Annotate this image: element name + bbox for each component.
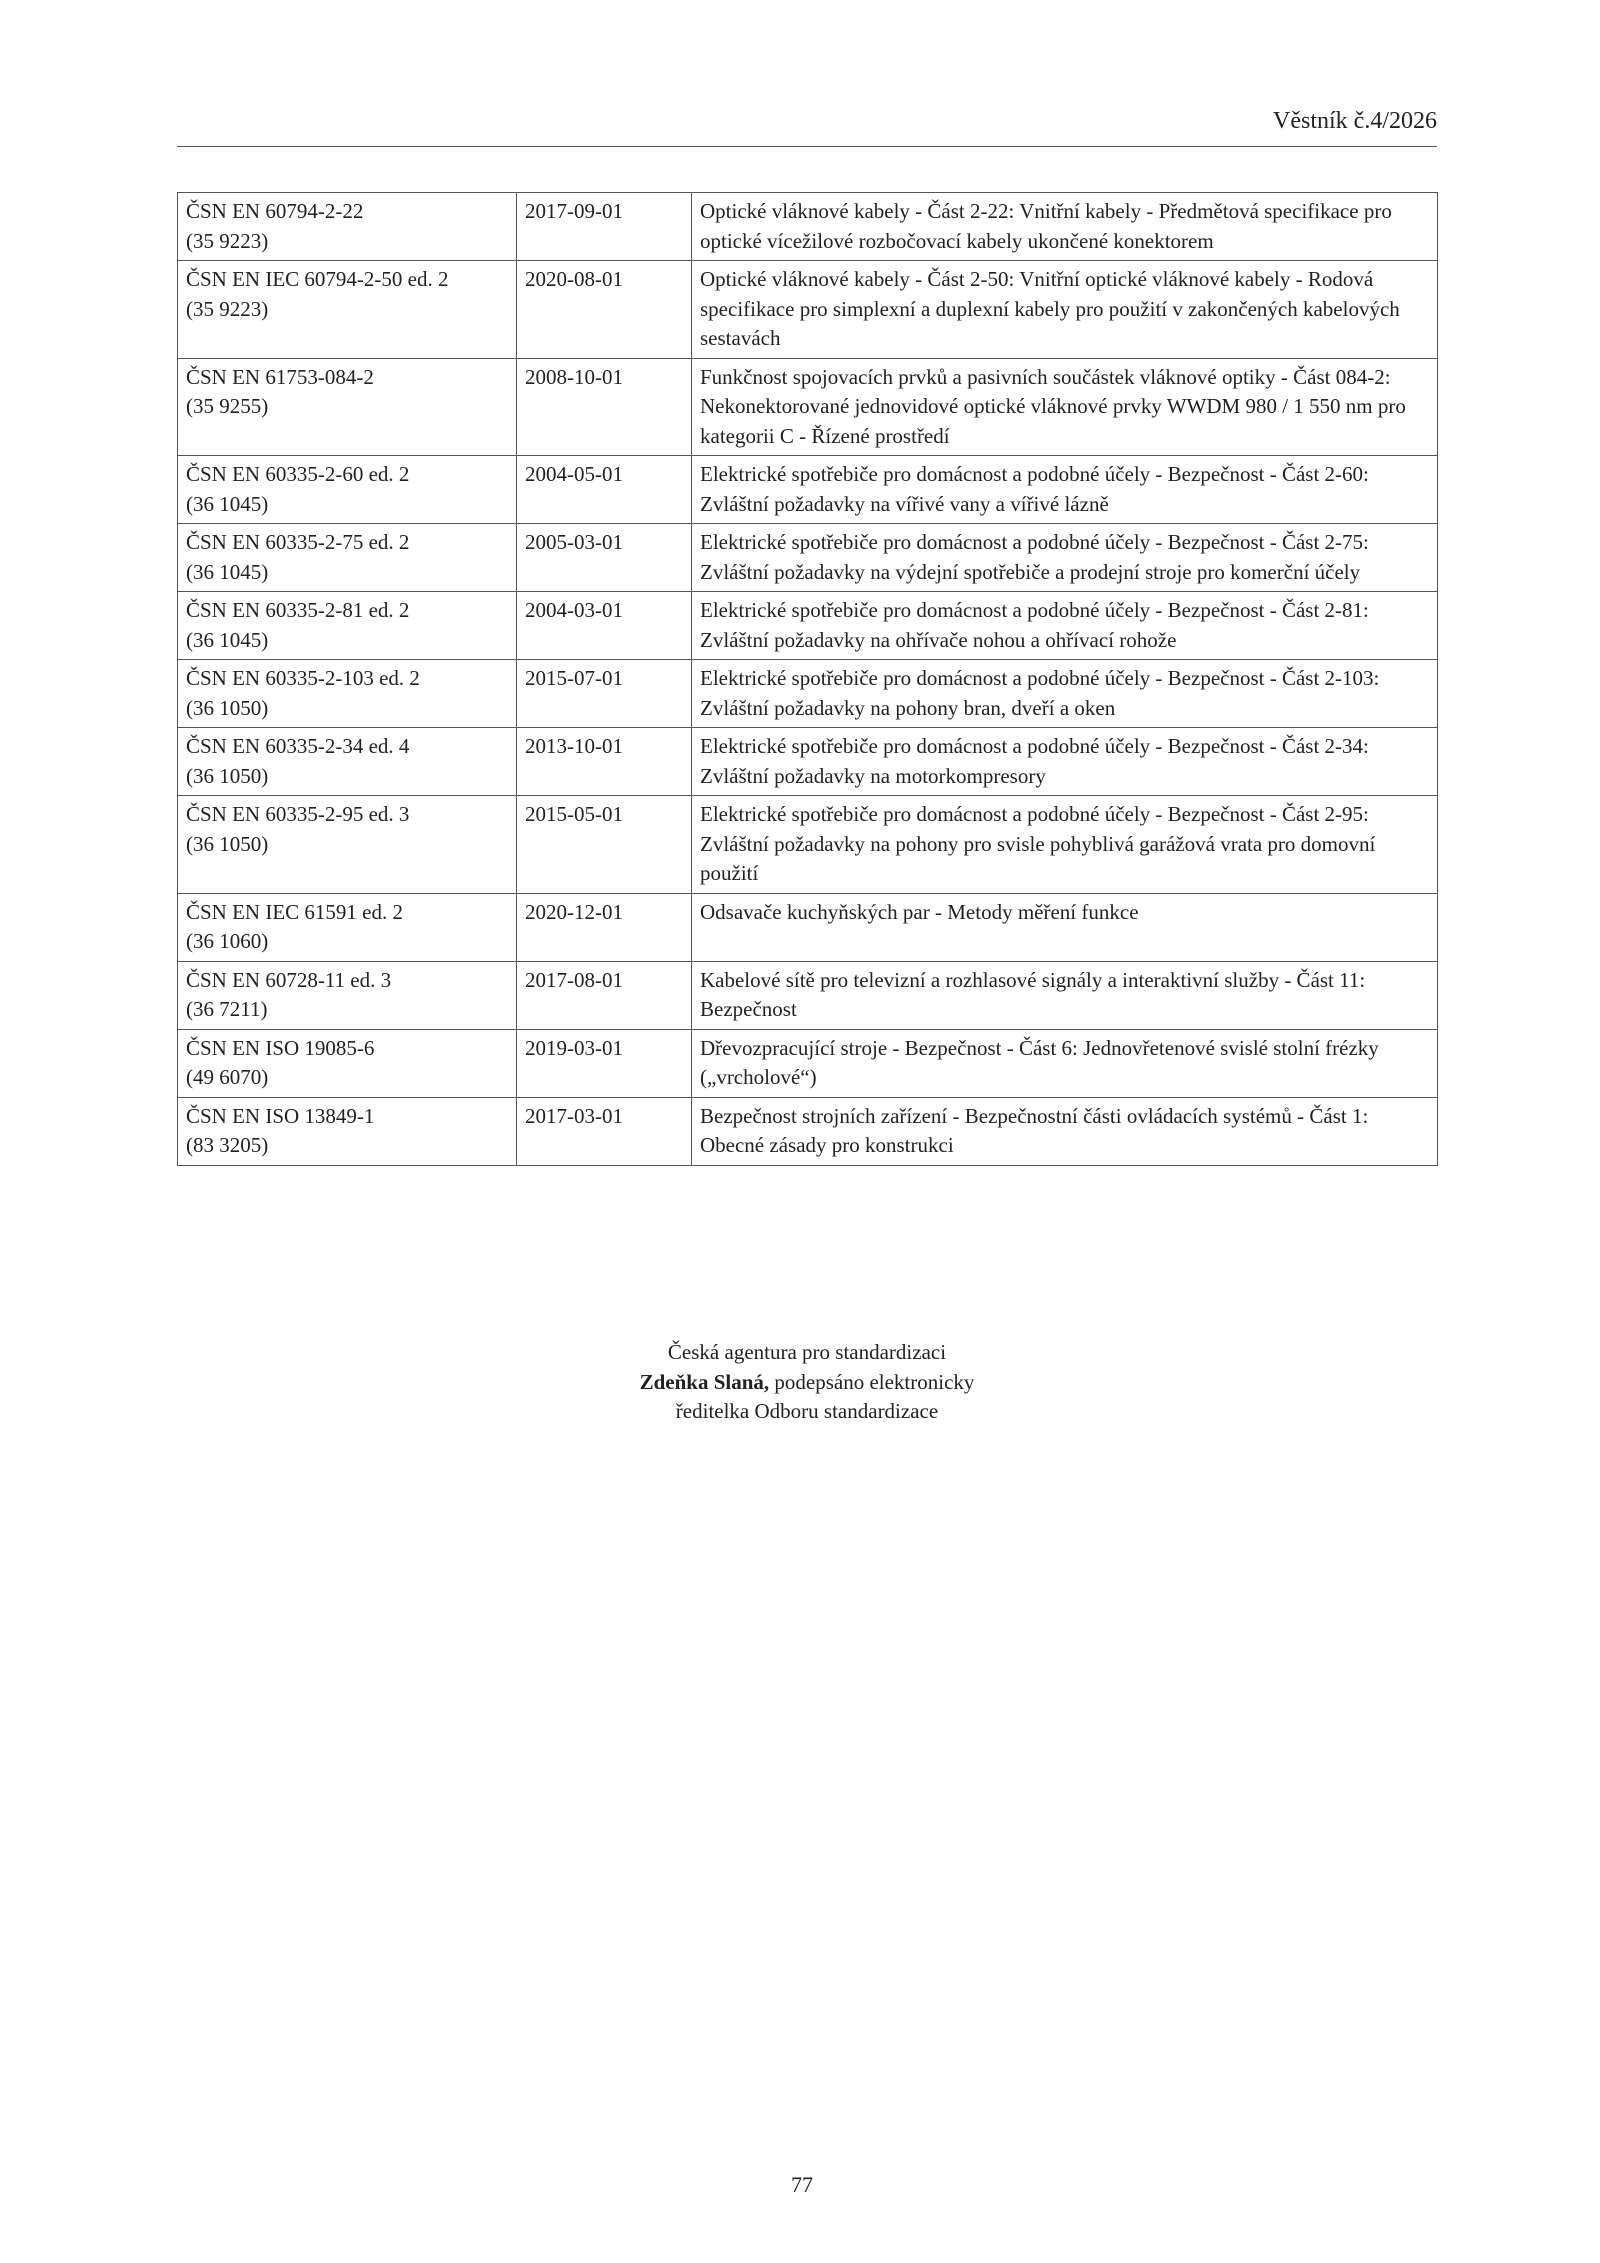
standard-title: Bezpečnost strojních zařízení - Bezpečnostní části ovládacích systémů - Část 1: Obecné zásady pro konstrukci	[692, 1097, 1438, 1165]
standard-code: ČSN EN 60335-2-95 ed. 3	[186, 802, 410, 826]
effective-date: 2013-10-01	[517, 728, 692, 796]
table-row	[178, 796, 1438, 894]
classification-number: (36 1045)	[186, 627, 269, 652]
table-row	[178, 961, 1438, 1029]
effective-date: 2019-03-01	[517, 1029, 692, 1097]
standard-code-cell	[178, 456, 517, 524]
standard-title: Elektrické spotřebiče pro domácnost a podobné účely - Bezpečnost - Část 2-81: Zvláštní požadavky na ohřívače nohou a ohřívací rohože	[692, 592, 1438, 660]
signer-name: Zdeňka Slaná,	[639, 1369, 770, 1394]
standard-title: Optické vláknové kabely - Část 2-22: Vnitřní kabely - Předmětová specifikace pro optické vícežilové rozbočovací kabely ukončené konektorem	[692, 193, 1438, 261]
standard-title: Funkčnost spojovacích prvků a pasivních součástek vláknové optiky - Část 084-2: Nekonektorované jednovidové optické vláknové prvky WWDM 980 / 1 550 nm pro kategorii C - Řízené prostředí	[692, 358, 1438, 456]
table-row	[178, 524, 1438, 592]
classification-number: (83 3205)	[186, 1133, 269, 1157]
standard-title: Kabelové sítě pro televizní a rozhlasové signály a interaktivní služby - Část 11: Bezpečnost	[692, 961, 1438, 1029]
standard-code: ČSN EN 60335-2-34 ed. 4	[186, 734, 410, 758]
classification-number: (36 1050)	[186, 763, 269, 788]
standard-code-cell	[178, 1029, 517, 1097]
standard-title: Elektrické spotřebiče pro domácnost a podobné účely - Bezpečnost - Část 2-75: Zvláštní požadavky na výdejní spotřebiče a prodejní stroje pro komerční účely	[692, 524, 1438, 592]
table-row	[178, 1029, 1438, 1097]
effective-date: 2020-08-01	[517, 261, 692, 359]
header-divider	[177, 146, 1437, 147]
standard-title: Elektrické spotřebiče pro domácnost a podobné účely - Bezpečnost - Část 2-34: Zvláštní požadavky na motorkompresory	[692, 728, 1438, 796]
standards-table	[177, 192, 1438, 1166]
standard-code-cell	[178, 660, 517, 728]
signature-block	[0, 1338, 1600, 1427]
running-header: Věstník č.4/2026	[1273, 108, 1437, 134]
standard-code: ČSN EN 60794-2-22	[186, 199, 364, 223]
standard-code-cell	[178, 728, 517, 796]
effective-date: 2015-05-01	[517, 796, 692, 894]
standard-code: ČSN EN ISO 13849-1	[186, 1103, 375, 1128]
classification-number: (36 7211)	[186, 997, 268, 1021]
effective-date: 2005-03-01	[517, 524, 692, 592]
standard-title: Dřevozpracující stroje - Bezpečnost - Část 6: Jednovřetenové svislé stolní frézky („vrcholové“)	[692, 1029, 1438, 1097]
standard-code-cell	[178, 893, 517, 961]
classification-number: (49 6070)	[186, 1065, 269, 1089]
standard-code-cell	[178, 961, 517, 1029]
effective-date: 2020-12-01	[517, 893, 692, 961]
effective-date: 2017-08-01	[517, 961, 692, 1029]
classification-number: (36 1050)	[186, 831, 269, 856]
signer-line	[0, 1368, 1600, 1398]
standard-code: ČSN EN 60335-2-103 ed. 2	[186, 666, 420, 690]
standard-title: Optické vláknové kabely - Část 2-50: Vnitřní optické vláknové kabely - Rodová specifikace pro simplexní a duplexní kabely pro použití v zakončených kabelových sestavách	[692, 261, 1438, 359]
classification-number: (35 9223)	[186, 296, 269, 321]
standard-code-cell	[178, 1097, 517, 1165]
standard-code: ČSN EN 60335-2-81 ed. 2	[186, 598, 410, 622]
signer-role: ředitelka Odboru standardizace	[675, 1399, 939, 1423]
table-row	[178, 261, 1438, 359]
standard-code: ČSN EN ISO 19085-6	[186, 1035, 375, 1060]
standard-code: ČSN EN 60335-2-75 ed. 2	[186, 530, 410, 554]
effective-date: 2017-09-01	[517, 193, 692, 261]
page-number: 77	[791, 2172, 813, 2197]
effective-date: 2015-07-01	[517, 660, 692, 728]
table-row	[178, 592, 1438, 660]
table-row	[178, 456, 1438, 524]
table-row	[178, 893, 1438, 961]
table-row	[178, 193, 1438, 261]
standard-code-cell	[178, 193, 517, 261]
classification-number: (36 1050)	[186, 695, 269, 720]
standard-code: ČSN EN IEC 61591 ed. 2	[186, 899, 403, 924]
standard-code-cell	[178, 358, 517, 456]
standard-title: Elektrické spotřebiče pro domácnost a podobné účely - Bezpečnost - Část 2-60: Zvláštní požadavky na vířivé vany a vířivé lázně	[692, 456, 1438, 524]
standard-code-cell	[178, 524, 517, 592]
standard-code-cell	[178, 592, 517, 660]
table-row	[178, 728, 1438, 796]
effective-date: 2004-05-01	[517, 456, 692, 524]
standard-title: Elektrické spotřebiče pro domácnost a podobné účely - Bezpečnost - Část 2-103: Zvláštní požadavky na pohony bran, dveří a oken	[692, 660, 1438, 728]
standard-code: ČSN EN 61753-084-2	[186, 364, 374, 389]
standard-title: Elektrické spotřebiče pro domácnost a podobné účely - Bezpečnost - Část 2-95: Zvláštní požadavky na pohony pro svisle pohyblivá garážová vrata pro domovní použití	[692, 796, 1438, 894]
effective-date: 2004-03-01	[517, 592, 692, 660]
classification-number: (36 1045)	[186, 559, 269, 584]
table-row	[178, 660, 1438, 728]
classification-number: (36 1060)	[186, 929, 269, 953]
standard-code-cell	[178, 796, 517, 894]
classification-number: (36 1045)	[186, 491, 269, 516]
effective-date: 2017-03-01	[517, 1097, 692, 1165]
signed-note: podepsáno elektronicky	[769, 1369, 975, 1394]
table-row	[178, 358, 1438, 456]
standard-code: ČSN EN 60335-2-60 ed. 2	[186, 462, 410, 486]
classification-number: (35 9255)	[186, 394, 269, 418]
effective-date: 2008-10-01	[517, 358, 692, 456]
standard-code-cell	[178, 261, 517, 359]
standard-code: ČSN EN IEC 60794-2-50 ed. 2	[186, 267, 449, 291]
classification-number: (35 9223)	[186, 228, 269, 253]
standard-title: Odsavače kuchyňských par - Metody měření funkce	[692, 893, 1438, 961]
standard-code: ČSN EN 60728-11 ed. 3	[186, 967, 392, 992]
agency-name: Česká agentura pro standardizaci	[667, 1340, 947, 1364]
table-row	[178, 1097, 1438, 1165]
